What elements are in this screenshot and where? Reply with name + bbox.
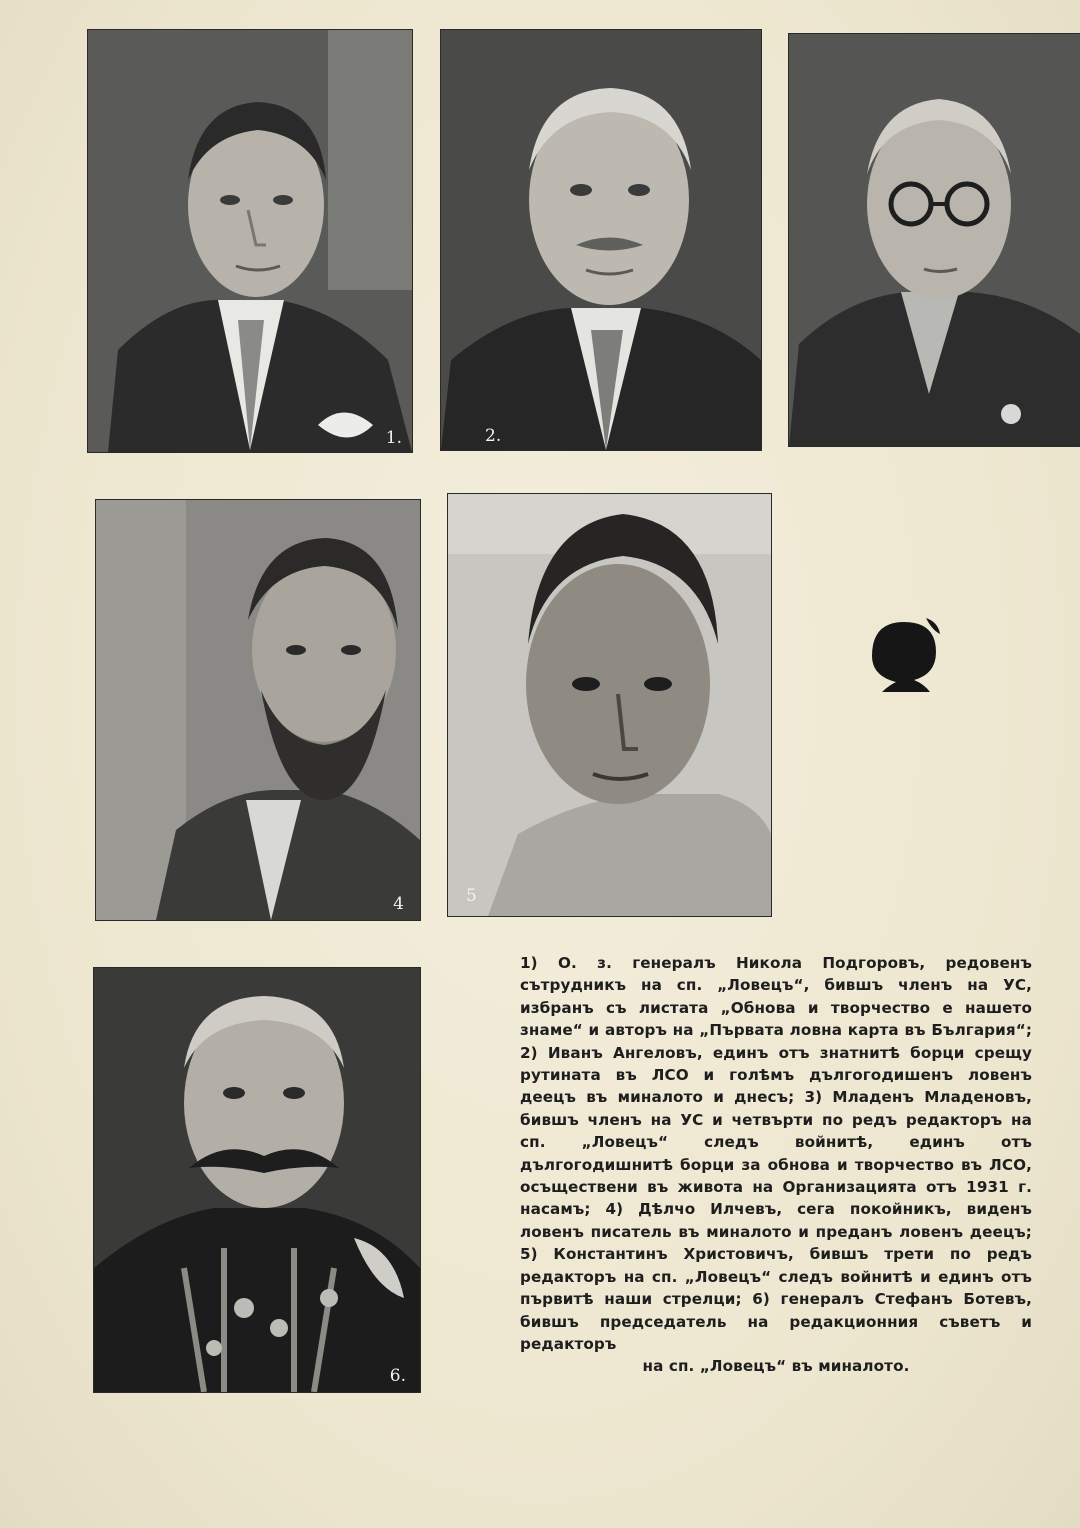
photo-number-2: 2. bbox=[485, 426, 502, 446]
photo-number-5: 5 bbox=[466, 886, 477, 906]
photo-caption bbox=[520, 952, 1032, 1378]
portrait-photo-1 bbox=[88, 30, 412, 452]
portrait-photo-5 bbox=[448, 494, 771, 916]
portrait-photo-4 bbox=[96, 500, 420, 920]
photo-number-6: 6. bbox=[389, 1366, 406, 1386]
photo-number-4: 4 bbox=[393, 894, 404, 914]
decorative-ornament-icon bbox=[864, 612, 944, 692]
portrait-photo-2 bbox=[441, 30, 761, 450]
caption-text: 1) О. з. генералъ Никола Подгоровъ, редовенъ сътрудникъ на сп. „Ловецъ“, бившъ членъ на УС, избранъ съ листата „Обнова и творчество е нашето знаме“ и авторъ на „Първата ловна карта въ България“; 2) Иванъ Ангеловъ, единъ отъ знатнитѣ борци срещу рутината въ ЛСО и голѣмъ дългогодишенъ ловенъ деецъ въ миналото и днесъ; 3) Младенъ Младеновъ, бившъ членъ на УС и четвърти по редъ редакторъ на сп. „Ловецъ“ следъ войнитѣ, единъ отъ дългогодишнитѣ борци за обнова и творчество въ ЛСО, осъществени въ живота на Организацията отъ 1931 г. насамъ; 4) Дѣлчо Илчевъ, сега покойникъ, виденъ ловенъ писатель въ миналото и преданъ ловенъ деецъ; 5) Константинъ Христовичъ, бившъ трети по редъ редакторъ на сп. „Ловецъ“ следъ войнитѣ и единъ отъ първитѣ наши стрелци; 6) генералъ Стефанъ Ботевъ, бившъ председатель на редакционния съветъ и редакторъ bbox=[520, 954, 1032, 1353]
photo-number-1: 1. bbox=[385, 428, 402, 448]
portrait-photo-3 bbox=[789, 34, 1080, 446]
caption-last-line: на сп. „Ловецъ“ въ миналото. bbox=[642, 1357, 910, 1376]
portrait-photo-6 bbox=[94, 968, 420, 1392]
